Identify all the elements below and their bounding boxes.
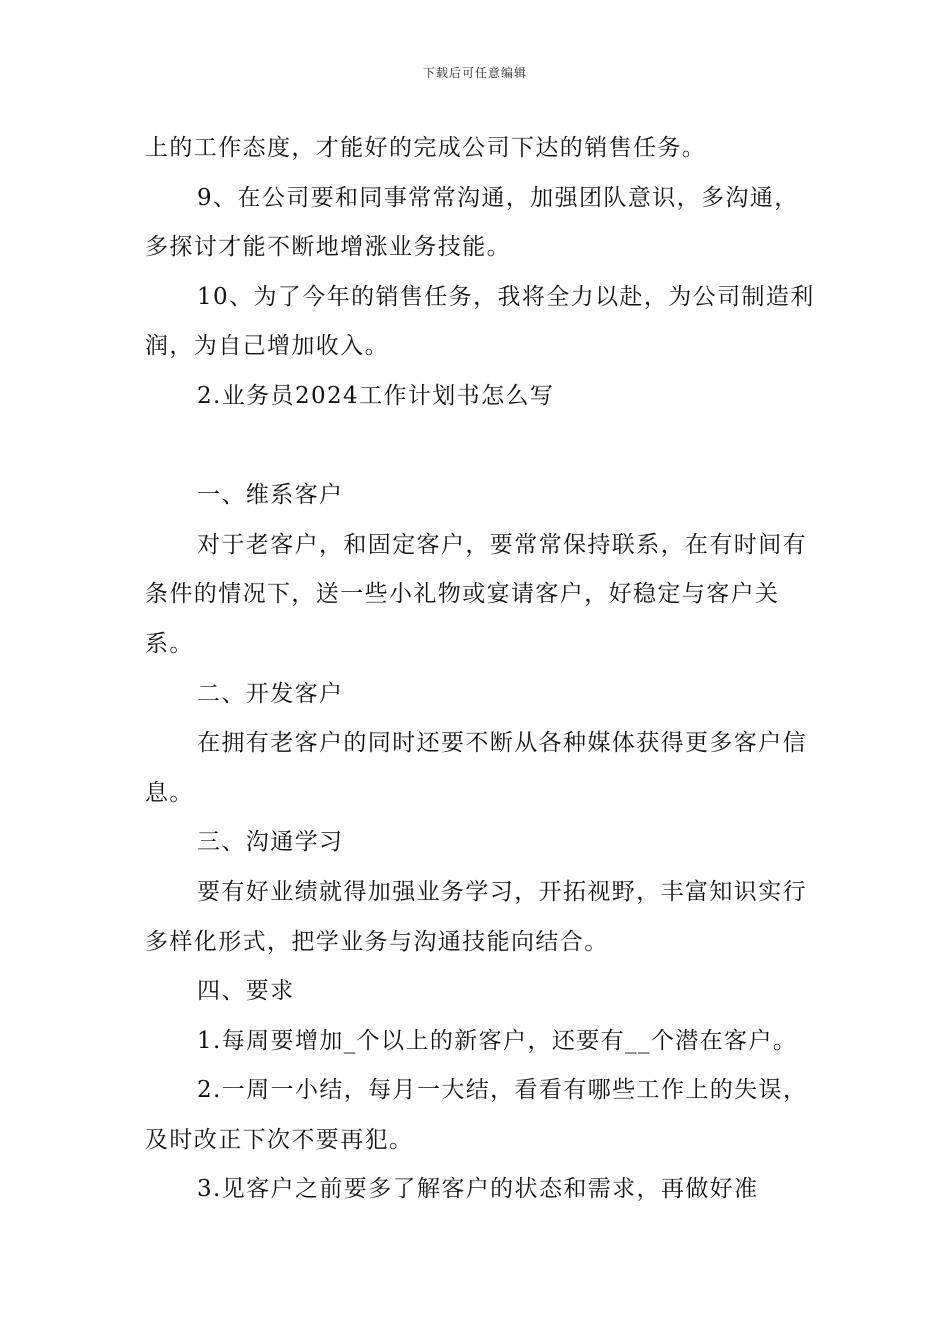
section-heading: 二、开发客户 xyxy=(197,680,344,707)
blank-line xyxy=(145,422,815,472)
paragraph: 上的工作态度，才能好的完成公司下达的销售任务。 xyxy=(145,135,707,161)
section-heading: 一、维系客户 xyxy=(197,482,344,509)
document-body xyxy=(145,124,815,1215)
list-item: 1.每周要增加_个以上的新客户，还要有__个潜在客户。 xyxy=(197,1027,798,1054)
page-header: 下载后可任意编辑 xyxy=(422,66,527,80)
paragraph: 9、在公司要和同事常常沟通，加强团队意识，多沟通，多探讨才能不断地增涨业务技能。 xyxy=(145,184,799,261)
section-heading: 四、要求 xyxy=(197,978,295,1005)
paragraph: 要有好业绩就得加强业务学习，开拓视野，丰富知识实行多样化形式，把学业务与沟通技能向结合。 xyxy=(145,878,807,955)
paragraph: 在拥有老客户的同时还要不断从各种媒体获得更多客户信息。 xyxy=(145,730,807,806)
list-item: 3.见客户之前要多了解客户的状态和需求，再做好准 xyxy=(197,1176,759,1203)
list-item: 2.一周一小结，每月一大结，看看有哪些工作上的失误，及时改正下次不要再犯。 xyxy=(145,1077,808,1153)
section-heading: 三、沟通学习 xyxy=(197,829,344,856)
section-title: 2.业务员2024工作计划书怎么写 xyxy=(197,382,555,409)
paragraph: 10、为了今年的销售任务，我将全力以赴，为公司制造利润，为自己增加收入。 xyxy=(145,283,815,360)
paragraph: 对于老客户，和固定客户，要常常保持联系，在有时间有条件的情况下，送一些小礼物或宴请客户，好稳定与客户关系。 xyxy=(145,531,807,657)
